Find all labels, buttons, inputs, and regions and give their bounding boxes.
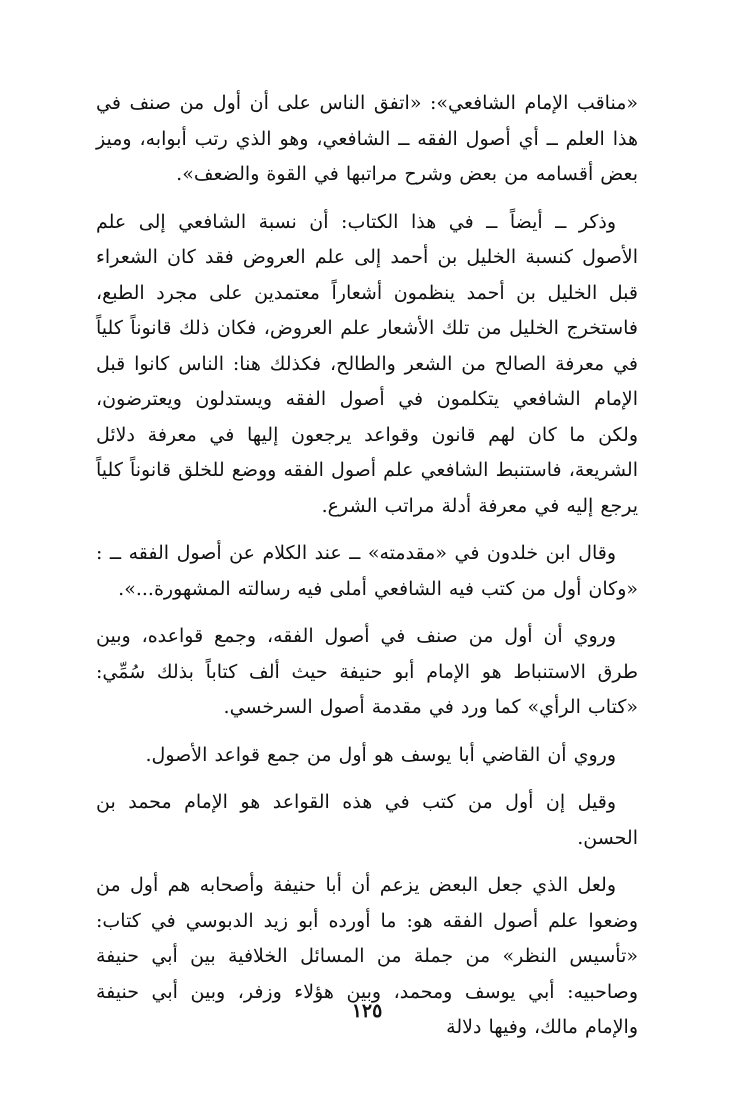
- page-body: [96, 86, 638, 1107]
- page-number: ١٢٥: [351, 1000, 383, 1022]
- paragraph-1: «مناقب الإمام الشافعي»: «اتفق الناس على أن أول من صنف في هذا العلم ــ أي أصول الفقه ــ الشافعي، وهو الذي رتب أبوابه، وميز بعض أقسامه من بعض وشرح مراتبها في القوة والضعف».: [96, 92, 638, 185]
- paragraph-3: وقال ابن خلدون في «مقدمته» ــ عند الكلام عن أصول الفقه ــ : «وكان أول من كتب فيه الشافعي أملى فيه رسالته المشهورة...».: [96, 542, 638, 600]
- paragraph-4: وروي أن أول من صنف في أصول الفقه، وجمع قواعده، وبين طرق الاستنباط هو الإمام أبو حنيفة حيث ألف كتاباً بذلك سُمِّي: «كتاب الرأي» كما ورد في مقدمة أصول السرخسي.: [96, 625, 638, 718]
- paragraph-7: ولعل الذي جعل البعض يزعم أن أبا حنيفة وأصحابه هم أول من وضعوا علم أصول الفقه هو: ما أورده أبو زيد الدبوسي في كتاب: «تأسيس النظر» من جملة من المسائل الخلافية بين أبي حنيفة وصاحبيه: أبي يوسف ومحمد، وبين هؤلاء وزفر، وبين أبي حنيفة والإمام مالك، وفيها دلالة: [96, 874, 638, 1038]
- paragraph-2: وذكر ــ أيضاً ــ في هذا الكتاب: أن نسبة الشافعي إلى علم الأصول كنسبة الخليل بن أحمد إلى علم العروض فقد كان الشعراء قبل الخليل بن أحمد ينظمون أشعاراً معتمدين على مجرد الطبع، فاستخرج الخليل من تلك الأشعار علم العروض، فكان ذلك قانوناً كلياً في معرفة الصالح من الشعر والطالح، فكذلك هنا: الناس كانوا قبل الإمام الشافعي يتكلمون في أصول الفقه ويستدلون ويعترضون، ولكن ما كان لهم قانون وقواعد يرجعون إليها في معرفة دلائل الشريعة، فاستنبط الشافعي علم أصول الفقه ووضع للخلق قانوناً كلياً يرجع إليه في معرفة أدلة مراتب الشرع.: [96, 210, 638, 517]
- paragraph-5: وروي أن القاضي أبا يوسف هو أول من جمع قواعد الأصول.: [145, 743, 616, 766]
- paragraph-6: وقيل إن أول من كتب في هذه القواعد هو الإمام محمد بن الحسن.: [96, 791, 638, 849]
